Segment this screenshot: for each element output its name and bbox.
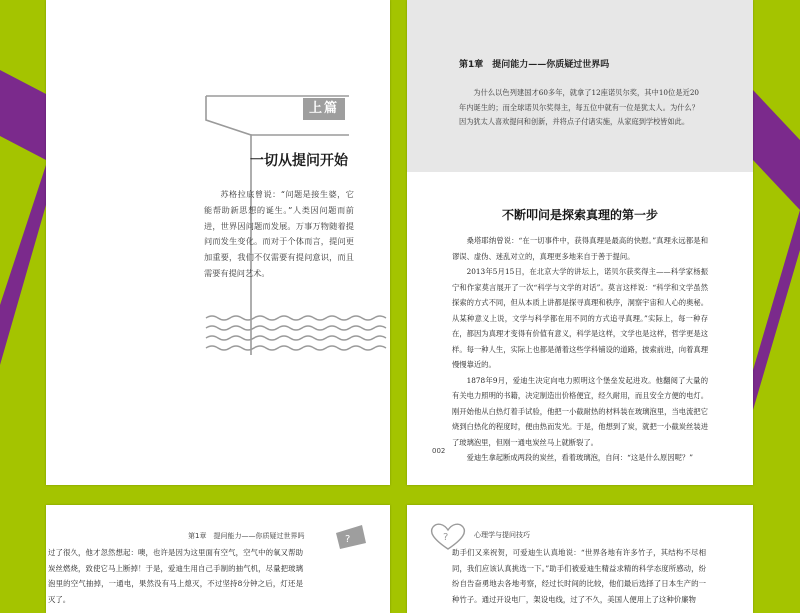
page-number: 002 xyxy=(432,447,446,455)
chapter-intro: 为什么以色列建国才60多年，就拿了12座诺贝尔奖，其中10位是近20年内诞生的；而全球诺贝尔奖得主，每五位中就有一位是犹太人。为什么？因为犹太人喜欢提问和创新，并将点子付诸实施，从家庭到学校皆如此。 xyxy=(459,88,699,127)
page-chapter-opener xyxy=(407,0,753,485)
part-intro-quote: 苏格拉底曾说：“问题是接生婆，它能帮助新思想的诞生。”人类因问题而前进，世界因问题而发展。万事万物随着提问而发生变化。而对于个体而言，提问更加重要，我们不仅需要有提问意识，而且需要有提问艺术。 xyxy=(204,189,354,278)
stripe-left-top xyxy=(0,70,46,160)
part-label-tab: 上篇 xyxy=(303,98,345,120)
running-head-left: 第1章 提问能力——你质疑过世界吗 xyxy=(188,532,305,540)
paragraph: 桑塔耶纳曾说：“在一切事件中，获得真理是最高的快慰。”真理永远都是和谬误、虚伪、迷乱对立的，真理更多地来自于善于提问。 xyxy=(452,236,708,261)
svg-text:?: ? xyxy=(345,534,351,545)
chapter-title: 第1章 提问能力——你质疑过世界吗 xyxy=(459,60,610,70)
svg-text:?: ? xyxy=(443,532,449,543)
stripe-left-bottom xyxy=(0,165,46,365)
page3-body: 过了很久，他才忽然想起：噢，也许是因为这里面有空气，空气中的氧又帮助炭丝燃烧，致使它马上断掉！于是，爱迪生用自己手制的抽气机，尽量把玻璃泡里的空气抽掉，一通电，果然没有马上熄灭，不过坚持8分钟之后，灯还是灭了。 xyxy=(48,548,303,605)
page4-body: 助手们又来祝贺，可爱迪生认真地说：“世界各地有许多竹子，其结构不尽相同，我们应该认真挑选一下。”助手们被爱迪生精益求精的科学态度所感动，纷纷自告奋勇地去各地考察，经过长时间的比较，他们最后选择了日本生产的一种竹子。通过开设电厂，架设电线，过了不久，美国人便用上了这种价廉物 xyxy=(452,548,706,605)
page-part-opener xyxy=(46,0,390,485)
paragraph: 2013年5月15日，在北京大学的讲坛上，诺贝尔获奖得主——科学家杨振宁和作家莫言展开了一次“科学与文学的对话”。莫言这样说：“科学和文学虽然探索的方式不同，但从本质上讲都是探寻真理和秩序，洞察宇宙和人心的奥秘。从某种意义上说，文学与科学都在用不同的方式追寻真理。”实际上，每一种存在，都因为真理才变得有价值有意义，科学是这样，文学也是这样，哲学更是这样。每一种人生，实际上也都是循着这些学科铺设的道路，披索前进，向着真理慢慢靠近的。 xyxy=(452,267,708,369)
running-head-right: 心理学与提问技巧 xyxy=(474,531,530,539)
stripe-right-bottom xyxy=(753,210,800,410)
chapter-decoration-icon xyxy=(336,525,366,549)
stripe-right-top xyxy=(753,90,800,210)
paragraph: 爱迪生拿起断成两段的炭丝，看着玻璃泡，自问：“这是什么原因呢？” xyxy=(466,453,693,462)
part-title: 一切从提问开始 xyxy=(250,153,348,169)
paragraph: 1878年9月，爱迪生决定向电力照明这个堡垒发起进攻。他翻阅了大量的有关电力照明的书籍，决定制造出价格便宜，经久耐用，而且安全方便的电灯。刚开始他从白热灯着手试验，他把一小截耐热的材料装在玻璃泡里，当电流把它烧到白热化的程度时，便由热而发光。于是，他想到了炭，就把一小截炭丝装进了玻璃泡里，但刚一通电炭丝马上就断裂了。 xyxy=(452,375,708,447)
section-title: 不断叩问是探索真理的第一步 xyxy=(501,208,658,222)
section-body xyxy=(452,233,708,466)
